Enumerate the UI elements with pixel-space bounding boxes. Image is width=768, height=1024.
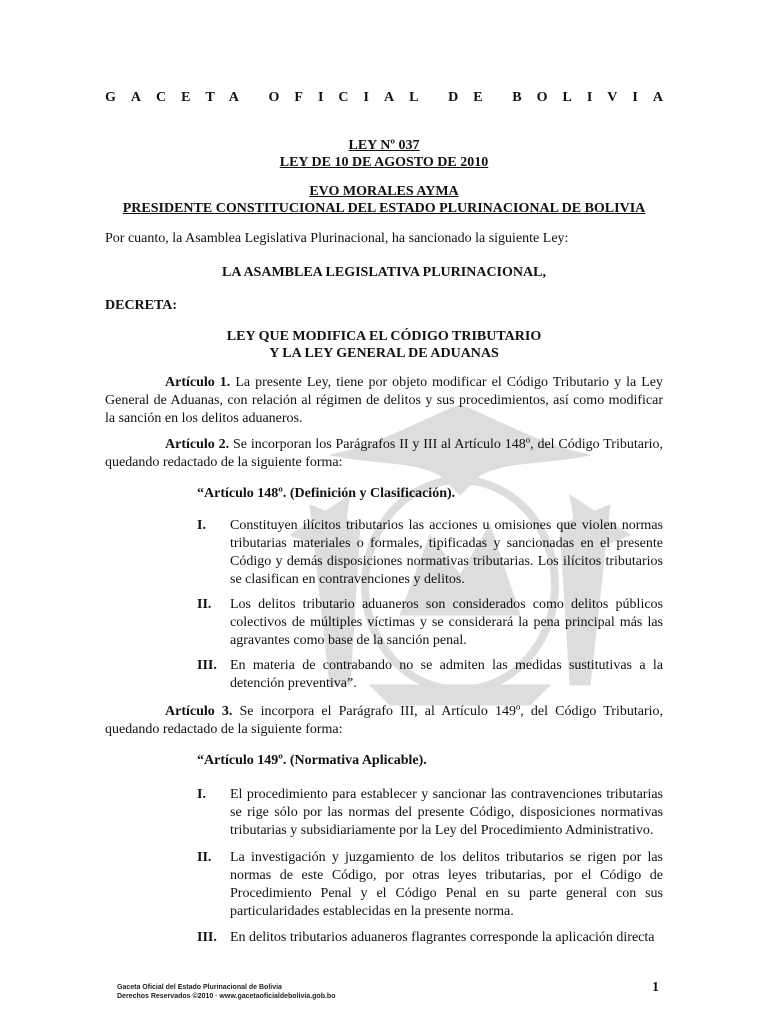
president-title: PRESIDENTE CONSTITUCIONAL DEL ESTADO PLURINACIONAL DE BOLIVIA: [122, 201, 646, 216]
page-number: 1: [652, 980, 659, 995]
item-text: Los delitos tributario aduaneros son considerados como delitos públicos colectivos de múltiples víctimas y se considerará la pena principal más las agravantes como base de la sanción penal.: [230, 597, 663, 648]
article-1: [105, 374, 663, 428]
article-3-text: Se incorpora el Parágrafo III, al Artículo 149º, del Código Tributario, quedando redactado de la siguiente forma:: [105, 704, 663, 737]
president-name: EVO MORALES AYMA: [309, 184, 459, 199]
item-text: En delitos tributarios aduaneros flagrantes corresponde la aplicación directa: [230, 930, 655, 945]
article-2: [105, 436, 663, 472]
law-number: LEY Nº 037: [348, 138, 420, 153]
item-text: Constituyen ilícitos tributarios las acciones u omisiones que violen normas tributarias materiales o formales, tipificadas y sancionadas en el presente Código y demás disposiciones normativas tributarias. Los ilícitos tributarios se clasifican en contravenciones y delitos.: [230, 518, 663, 587]
president-block: [105, 183, 663, 217]
article-3: [105, 703, 663, 739]
masthead-word: DE: [448, 90, 498, 105]
item-text: En materia de contrabando no se admiten las medidas sustitutivas a la detención preventiva”.: [230, 658, 663, 691]
item-number: II.: [197, 850, 212, 865]
article-1-text: La presente Ley, tiene por objeto modificar el Código Tributario y la Ley General de Aduanas, con relación al régimen de delitos y sus procedimientos, así como modificar la sanción en los delitos aduaneros.: [105, 375, 664, 426]
item-number: II.: [197, 597, 212, 612]
footer-credits: [117, 983, 335, 1001]
masthead-word: BOLIVIA: [512, 90, 678, 105]
article-1-label: Artículo 1.: [165, 375, 231, 390]
footer-line-2: Derechos Reservados ©2010 · www.gacetaoficialdebolivia.gob.bo: [117, 993, 336, 1000]
article-149-title: “Artículo 149º. (Normativa Aplicable).: [197, 753, 427, 768]
item-number: III.: [197, 930, 217, 945]
item-text: El procedimiento para establecer y sancionar las contravenciones tributarias se rige sólo por las normas del presente Código, disposiciones normativas tributarias y subsidiariamente por la Ley del Procedimiento Administrativo.: [230, 787, 663, 838]
law-title: [105, 328, 663, 362]
assembly-heading: LA ASAMBLEA LEGISLATIVA PLURINACIONAL,: [222, 265, 546, 280]
intro-text: Por cuanto, la Asamblea Legislativa Plurinacional, ha sancionado la siguiente Ley:: [105, 231, 569, 246]
masthead-word: OFICIAL: [268, 90, 434, 105]
item-number: I.: [197, 518, 206, 533]
article-2-label: Artículo 2.: [165, 437, 230, 452]
article-3-label: Artículo 3.: [165, 704, 233, 719]
decreta-heading: DECRETA:: [105, 298, 178, 313]
footer-line-1: Gaceta Oficial del Estado Plurinacional de Bolivia: [117, 984, 282, 991]
gazette-masthead: [105, 90, 678, 106]
item-number: I.: [197, 787, 206, 802]
law-number-block: [105, 137, 663, 171]
masthead-word: GACETA: [105, 90, 254, 105]
law-title-line-2: Y LA LEY GENERAL DE ADUANAS: [269, 346, 499, 361]
item-text: La investigación y juzgamiento de los delitos tributarios se rigen por las normas de este Código, por otras leyes tributarias, por el Código de Procedimiento Penal y el Código Penal en su parte general con sus particularidades establecidas en la presente norma.: [230, 850, 663, 919]
article-148-title: “Artículo 148º. (Definición y Clasificación).: [197, 486, 456, 501]
article-2-text: Se incorporan los Parágrafos II y III al Artículo 148º, del Código Tributario, quedando redactado de la siguiente forma:: [105, 437, 664, 470]
item-number: III.: [197, 658, 217, 673]
law-date: LEY DE 10 DE AGOSTO DE 2010: [279, 155, 489, 170]
law-title-line-1: LEY QUE MODIFICA EL CÓDIGO TRIBUTARIO: [226, 329, 542, 344]
